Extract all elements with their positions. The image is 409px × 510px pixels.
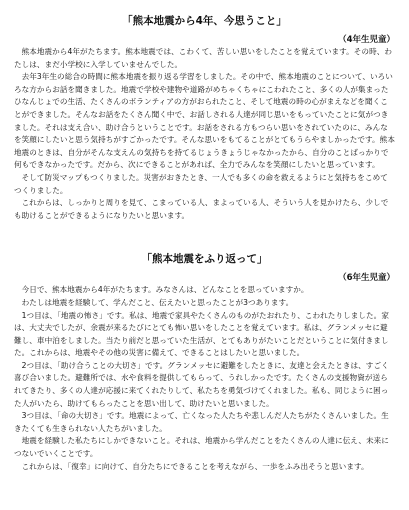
essay-paragraph: 今日で、熊本地震から4年がたちます。みなさんは、どんなことを思っていますか。 <box>21 285 309 295</box>
essay-paragraph: 1つ目は、「地震の怖さ」です。私は、地震で家具やたくさんのものがたおれたり、こわれたりしました。家は、大丈夫でしたが、余震が来るたびにとても怖い思いをしたことを覚えています。私は、グランメッセに避難し、車中泊をしました。当たり前だと思っていた生活が、とてもありがたいことだということに気付きました。これからは、地震やその他の災害に備えて、できることはしたいと思いました。 <box>14 310 389 358</box>
essay-paragraph: 3つ目は、「命の大切さ」です。地震によって、亡くなった人たちや悲しんだ人たちがたくさんいました。生きたくても生きられない人たちがいました。 <box>14 411 389 433</box>
essay-paragraph: これからは、「復幸」に向けて、自分たちにできることを考えながら、一歩をふみ出そうと思います。 <box>21 461 369 471</box>
essay-paragraph: わたしは地震を経験して、学んだこと、伝えたいと思ったことが3つあります。 <box>21 297 294 307</box>
essay-author: （6年生児童） <box>338 273 395 284</box>
essay-paragraph: 去年3年生の総合の時間に熊本地震を振り返る学習をしました。その中で、熊本地震のことについて、いろいろな方からお話を聞きました。地震で学校や建物や道路がめちゃくちゃにこわれたこと、多くの人が集まったひなんじょでの生活、たくさんのボランティアの方がおられたこと、そして地震の時の心がまえなどを聞くことができました。そんなお話をたくさん聞く中で、お話しされる人達が同じ思いをもっていたことに気がつきました。それは支え合い、助け合うということです。お話をされる方もつらい思いをされていたのに、みんなを笑顔にしたいと思う気持ちがすごかったです。そんな思いをもてることがとてもうらやましかったです。熊本地震のときは、自分がそんな支えんの気持ちを持てるじょうきょうじゃなかったから、自分のことばっかりで何もできなかったです。だから、次にできることがあれば、全力でみんなを笑顔にしたいと思っています。 <box>14 72 395 170</box>
essay-paragraph: 2つ目は、「助け合うことの大切さ」です。グランメッセに避難をしたときに、友達と会えたときは、すごく喜び合いました。避難所では、水や食料を提供してもらって、うれしかったです。たくさんの支援物資が送られてきたり、多くの人達が応援に来てくれたりして、私たちを勇気づけてくれました。私も、同じように困った人がいたら、助けてもらったことを思い出して、助けたいと思いました。 <box>14 360 389 408</box>
essay-title: 「熊本地震から4年、今思うこと」 <box>122 15 287 27</box>
section-spacer <box>14 222 395 248</box>
essay-section-1 <box>14 14 395 222</box>
essay-section-2 <box>14 252 395 473</box>
essay-paragraph: 熊本地震から4年がたちます。熊本地震では、こわくて、苦しい思いをしたことを覚えています。その時、わたしは、まだ小学校に入学していませんでした。 <box>14 47 393 69</box>
essay-paragraph: 地震を経験した私たちにしかできないこと。それは、地震から学んだことをたくさんの人達に伝え、未来につないでいくことです。 <box>14 436 389 459</box>
essay-paragraph: これからは、しっかりと周りを見て、こまっている人、まよっている人、そういう人を見かけたら、少しでも助けることができるようになりたいと思います。 <box>14 198 389 220</box>
essay-title: 「熊本地震をふり返って」 <box>141 253 268 266</box>
essay-author: （4年生児童） <box>338 35 395 45</box>
essay-paragraph: そして防災マップもつくりました。災害がおきたとき、一人でも多くの命を救えるようにと気持ちをこめてつくりました。 <box>14 172 388 195</box>
